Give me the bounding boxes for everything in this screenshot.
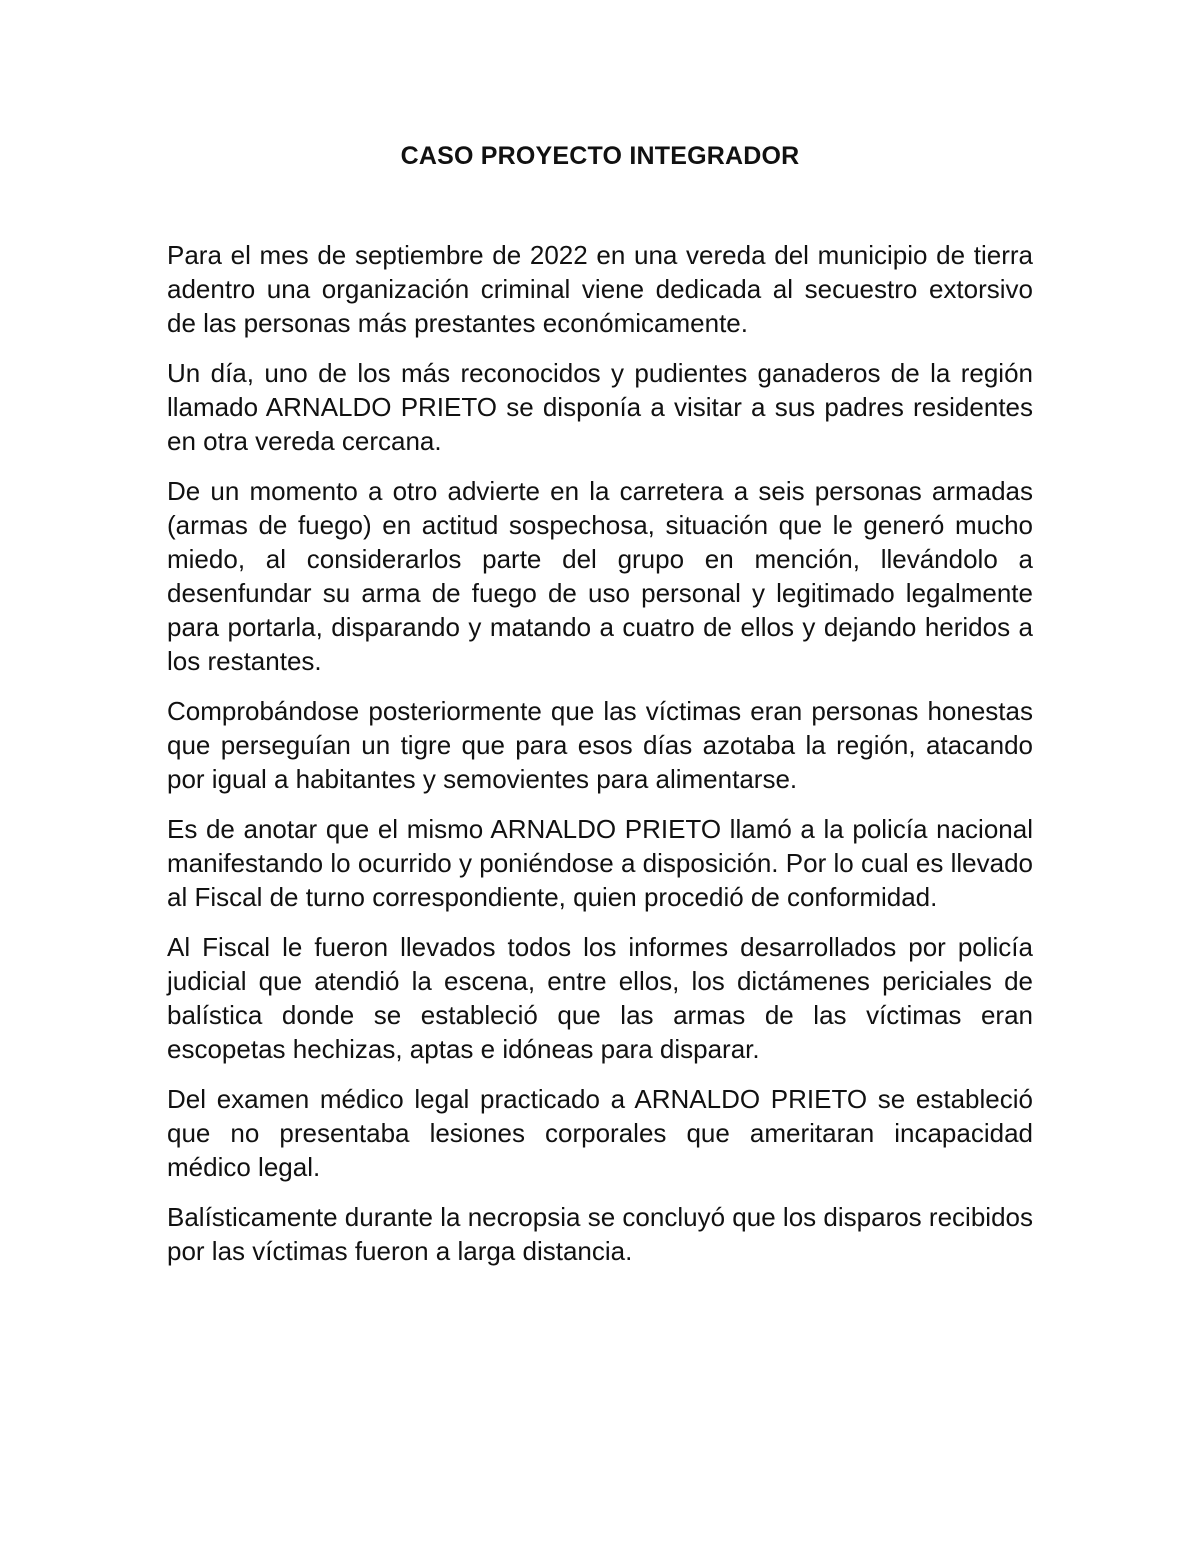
paragraph-7: Del examen médico legal practicado a ARNALDO PRIETO se estableció que no presentaba lesiones corporales que ameritaran incapacidad médico legal. bbox=[167, 1084, 1033, 1182]
document-title: CASO PROYECTO INTEGRADOR bbox=[400, 142, 800, 170]
paragraph-6: Al Fiscal le fueron llevados todos los informes desarrollados por policía judicial que atendió la escena, entre ellos, los dictámenes periciales de balística donde se estableció que las armas de las víctimas eran escopetas hechizas, aptas e idóneas para disparar. bbox=[167, 932, 1033, 1064]
paragraph-8: Balísticamente durante la necropsia se concluyó que los disparos recibidos por las víctimas fueron a larga distancia. bbox=[167, 1202, 1033, 1266]
paragraph-1: Para el mes de septiembre de 2022 en una vereda del municipio de tierra adentro una organización criminal viene dedicada al secuestro extorsivo de las personas más prestantes económicamente. bbox=[167, 240, 1033, 338]
paragraph-4: Comprobándose posteriormente que las víctimas eran personas honestas que perseguían un tigre que para esos días azotaba la región, atacando por igual a habitantes y semovientes para alimentarse. bbox=[167, 696, 1033, 794]
paragraph-3: De un momento a otro advierte en la carretera a seis personas armadas (armas de fuego) en actitud sospechosa, situación que le generó mucho miedo, al considerarlos parte del grupo en mención, llevándolo a desenfundar su arma de fuego de uso personal y legitimado legalmente para portarla, disparando y matando a cuatro de ellos y dejando heridos a los restantes. bbox=[167, 476, 1033, 676]
paragraph-2: Un día, uno de los más reconocidos y pudientes ganaderos de la región llamado ARNALDO PRIETO se disponía a visitar a sus padres residentes en otra vereda cercana. bbox=[167, 358, 1033, 456]
document-body bbox=[167, 238, 1033, 1284]
paragraph-5: Es de anotar que el mismo ARNALDO PRIETO llamó a la policía nacional manifestando lo ocurrido y poniéndose a disposición. Por lo cual es llevado al Fiscal de turno correspondiente, quien procedió de conformidad. bbox=[167, 814, 1033, 912]
